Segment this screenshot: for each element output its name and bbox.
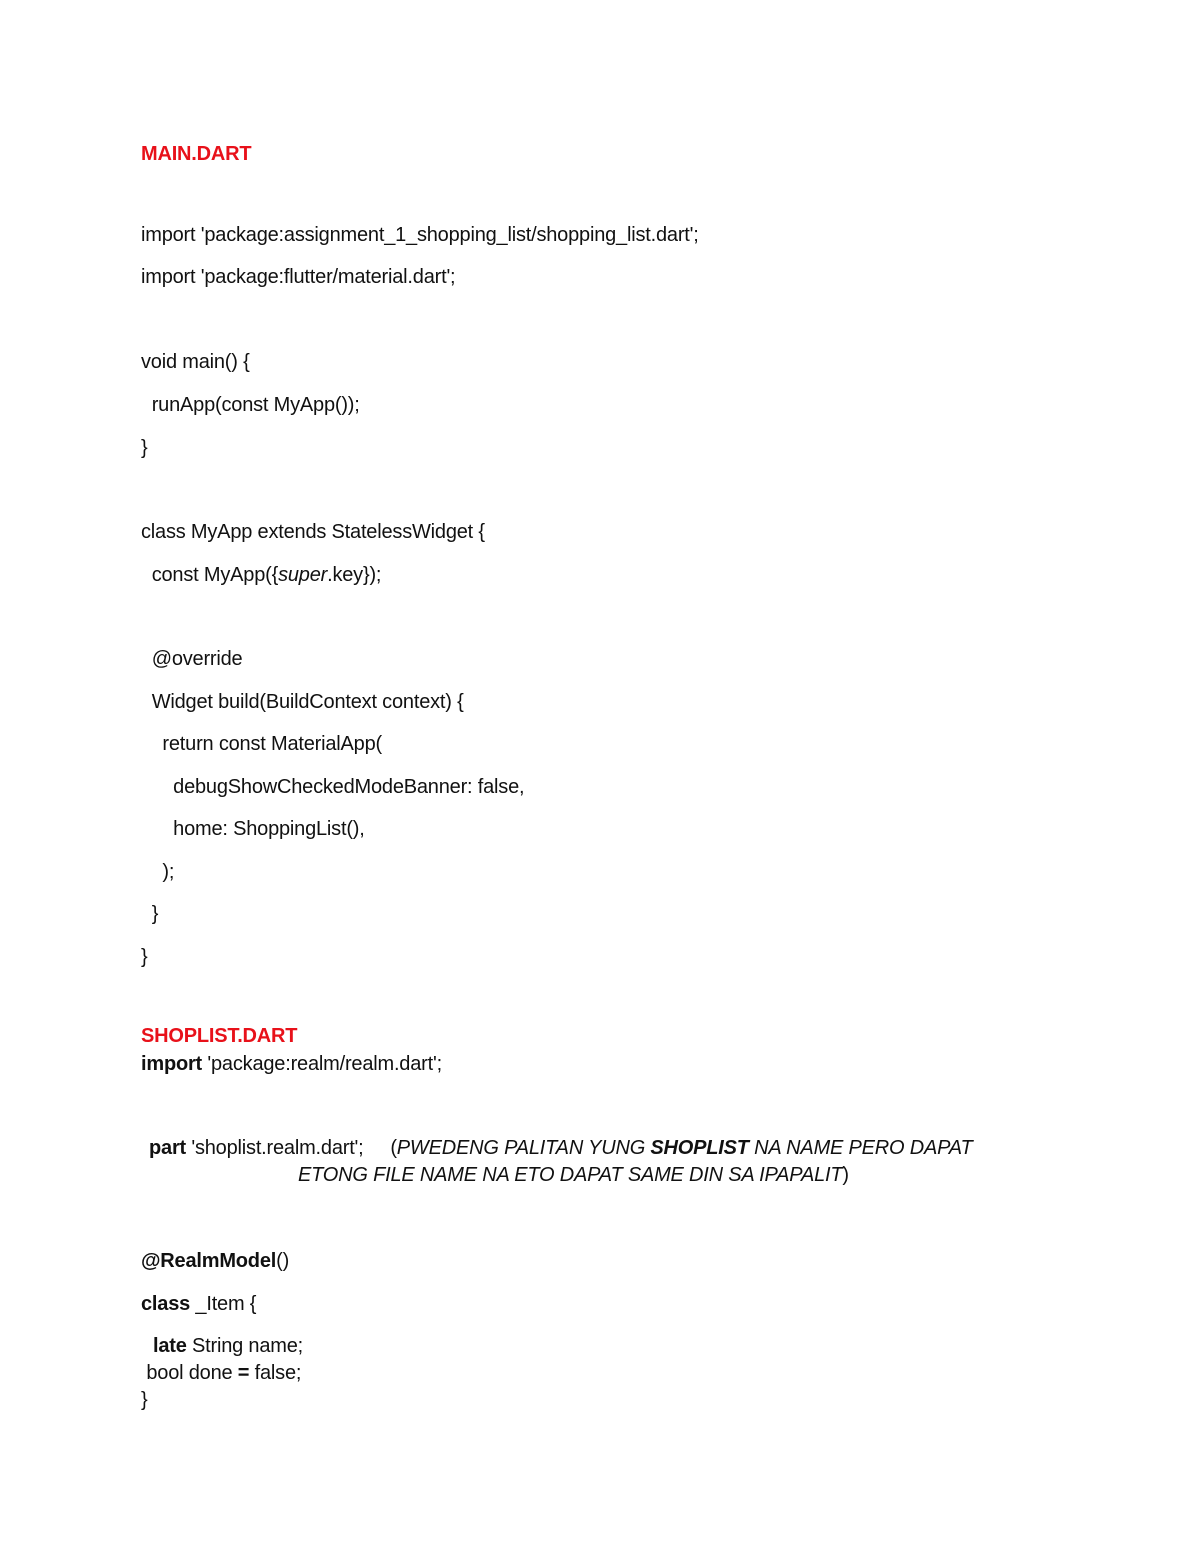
code-line: runApp(const MyApp()); (141, 394, 360, 416)
code-line (141, 1361, 301, 1385)
code-line: @override (141, 648, 243, 670)
equals-sign: = (237, 1362, 250, 1384)
code-line (141, 563, 381, 587)
code-line: } (141, 437, 148, 459)
code-text: 'package:realm/realm.dart'; (202, 1053, 442, 1075)
note-line (298, 1163, 849, 1187)
code-line: class MyApp extends StatelessWidget { (141, 521, 485, 543)
code-text: const MyApp({ (141, 564, 279, 586)
code-line: ); (141, 861, 175, 883)
code-line: return const MaterialApp( (141, 733, 382, 755)
super-keyword: super (278, 564, 328, 586)
code-line (153, 1334, 303, 1358)
code-line: void main() { (141, 351, 250, 373)
part-keyword: part (149, 1137, 186, 1159)
code-line: } (141, 1389, 148, 1411)
code-text: false; (249, 1362, 302, 1384)
main-dart-heading: MAIN.DART (141, 143, 252, 165)
code-text: .key}); (327, 564, 382, 586)
note-highlight: SHOPLIST (650, 1137, 749, 1159)
code-line: } (141, 903, 159, 925)
late-keyword: late (153, 1335, 187, 1357)
code-line (141, 1249, 289, 1273)
code-line: home: ShoppingList(), (141, 818, 365, 840)
note-text: PWEDENG PALITAN YUNG (396, 1137, 651, 1159)
note-close: ) (842, 1164, 849, 1186)
import-keyword: import (141, 1053, 203, 1075)
code-text: _Item { (190, 1293, 257, 1315)
note-text: NA NAME PERO DAPAT (748, 1137, 973, 1159)
code-text: bool done (141, 1362, 238, 1384)
code-line: import 'package:flutter/material.dart'; (141, 266, 456, 288)
code-text: () (276, 1250, 290, 1272)
code-line (141, 1052, 442, 1076)
code-line: Widget build(BuildContext context) { (141, 691, 464, 713)
shoplist-dart-heading: SHOPLIST.DART (141, 1025, 298, 1047)
code-line: import 'package:assignment_1_shopping_list/shopping_list.dart'; (141, 224, 699, 246)
annotation-keyword: @RealmModel (141, 1250, 277, 1272)
code-line (149, 1136, 972, 1160)
code-line (141, 1292, 256, 1316)
code-text: 'shoplist.realm.dart'; ( (185, 1137, 397, 1159)
class-keyword: class (141, 1293, 191, 1315)
code-line: } (141, 946, 148, 968)
code-line: debugShowCheckedModeBanner: false, (141, 776, 525, 798)
note-text: ETONG FILE NAME NA ETO DAPAT SAME DIN SA IPAPALIT (298, 1164, 843, 1186)
code-text: String name; (186, 1335, 304, 1357)
